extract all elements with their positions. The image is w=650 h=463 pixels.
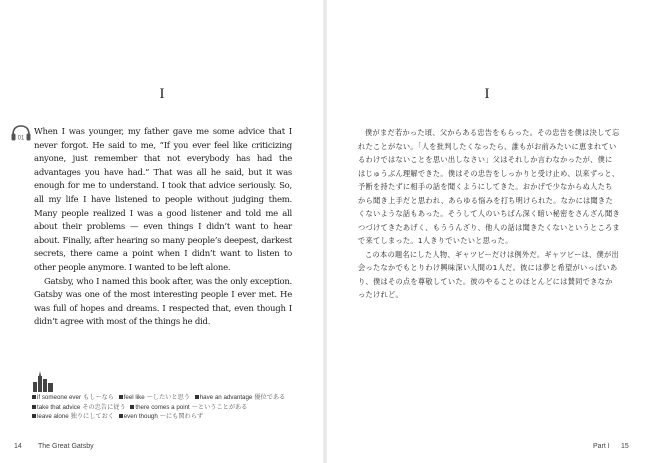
audio-track-number: 01 (17, 135, 25, 142)
vocab-item: take that advice その忠告に従う (32, 404, 126, 411)
vocabulary-list (32, 393, 294, 422)
page-number-left: 14 (14, 443, 22, 450)
japanese-paragraph-1: 僕がまだ若かった頃、父からある忠告をもらった。その忠告を僕は決して忘れたことがない。「人を批判したくなったら、誰もがお前みたいに恵まれているわけではないことを思い出しなさい」父はそれしか言わなかったが、僕にはじゅうぶん理解できた。僕はその忠告をしっかりと受け止め、以来ずっと、予断を持たずに相手の話を聞くようにしてきた。おかげで少なからぬ人たちから聞き上手だと思われ、あらゆる悩みを打ち明けられた。なかには聞きたくないような話もあった。そうして人のいちばん深く暗い秘密をさんざん聞きつづけてきたあげく、もううんざり、他人の話は聞きたくないというところまで来てしまった。1人きりでいたいと思った。 (358, 128, 620, 245)
vocab-item: leave alone 独りにしておく (32, 413, 114, 420)
vocab-item: feel like ～したいと思う (119, 394, 190, 401)
chapter-number-ja: I (484, 86, 490, 102)
japanese-paragraph-2: この本の題名にした人物、ギャツビーだけは例外だ。ギャツビーは、僕が出会ったなかでもとりわけ興味深い人間の1人だ。彼には夢と希望がいっぱいあり、僕はその点を尊敬していた。彼のやることのほとんどには賛同できなかったけれど。 (358, 249, 620, 299)
headphones-icon[interactable] (10, 124, 32, 142)
english-paragraph-2: Gatsby, who I named this book after, was the only exception. Gatsby was one of the most interesting people I ever met. He was full of hopes and dreams. I respected that, even though I didn’t agree with most of the things he did. (34, 276, 292, 328)
right-page (325, 0, 650, 463)
vocab-item: there comes a point ～ということがある (130, 404, 247, 411)
vocab-item: if someone ever もし～なら (32, 394, 114, 401)
page-number-right: 15 (621, 443, 629, 450)
english-text (34, 126, 292, 330)
vocab-item: even though ～にも関わらず (119, 413, 203, 420)
japanese-text (358, 126, 620, 302)
running-title-right: Part I (593, 443, 610, 450)
chapter-number-en: I (159, 86, 165, 102)
city-skyline-icon (32, 370, 54, 392)
vocab-item: have an advantage 優位である (195, 394, 286, 401)
running-title-left: The Great Gatsby (38, 443, 94, 450)
english-paragraph-1: When I was younger, my father gave me some advice that I never forgot. He said to me, “If you ever feel like criticizing anyone, just remember that not everybody has had the advantages you have had.” That was all he said, but it was enough for me to understand. I took that advice seriously. So, all my life I have listened to people without judging them. Many people realized I was a good listener and told me all about their problems — even things I didn’t want to hear about. Finally, after hearing so many people’s deepest, darkest secrets, there came a point when I didn’t want to listen to other people anymore. I wanted to be left alone. (34, 127, 292, 273)
